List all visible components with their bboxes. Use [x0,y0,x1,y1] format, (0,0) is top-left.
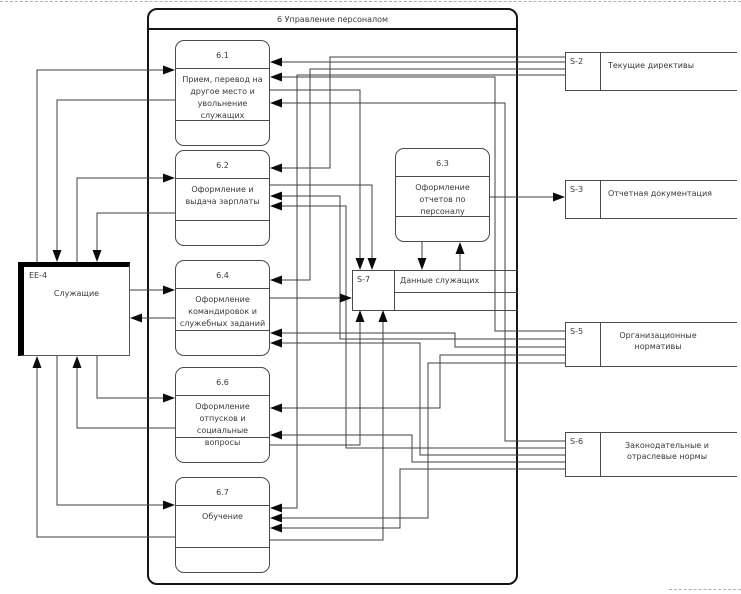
datastore-s5-top-line [600,322,737,323]
datastore-s6-bottom-line [600,476,737,477]
process-6-7-number: 6.7 [176,478,269,506]
external-entity-ee4[interactable] [18,262,130,356]
process-6-7-footer-line [176,547,269,548]
process-6-7[interactable] [175,477,270,573]
datastore-s3[interactable] [565,180,601,219]
process-6-1[interactable] [175,40,270,146]
process-6-6[interactable] [175,367,270,463]
process-6-6-footer-line [176,437,269,438]
datastore-s2-top-line [600,52,737,53]
datastore-s7-id: S-7 [357,275,371,284]
process-6-title: 6 Управление персоналом [149,10,516,30]
external-entity-ee4-id: ЕЕ-4 [29,271,48,280]
datastore-s2-label: Текущие директивы [608,61,695,70]
process-6-2-number: 6.2 [176,151,269,179]
datastore-s3-id: S-3 [570,185,584,194]
datastore-s6-label: Законодательные и отраслевые нормы [625,441,709,461]
datastore-s6-top-line [600,432,737,433]
datastore-s2[interactable] [565,52,601,91]
datastore-s7[interactable] [352,270,395,311]
process-6-4-label: Оформление командировок и служебных заданий [179,295,266,328]
datastore-s6[interactable] [565,432,601,477]
process-6-3-label: Оформление отчетов по персоналу [415,183,470,216]
process-6-1-number: 6.1 [176,41,269,69]
datastore-s6-id: S-6 [570,437,584,446]
process-6-2[interactable] [175,150,270,246]
process-6-2-label: Оформление и выдача зарплаты [185,185,260,206]
process-6-3-number: 6.3 [396,149,489,177]
datastore-s2-id: S-2 [570,57,584,66]
page-bottom-dashed-border [669,589,741,590]
process-6-3[interactable] [395,148,490,242]
external-entity-ee4-label: Служащие [53,289,100,298]
datastore-s7-label: Данные служащих [400,276,480,285]
process-6-3-footer-line [396,216,489,217]
process-6-1-label: Прием, перевод на другое место и увольнение служащих [182,75,263,120]
process-6-2-footer-line [176,220,269,221]
datastore-s2-bottom-line [600,90,737,91]
datastore-s7-mid-line [394,292,518,293]
datastore-s3-label: Отчетная документация [608,189,712,198]
process-6-1-footer-line [176,120,269,121]
process-6-6-number: 6.6 [176,368,269,396]
datastore-s7-top-line [394,270,518,271]
process-6-4[interactable] [175,260,270,356]
datastore-s5-id: S-5 [570,327,584,336]
page-top-dashed-border [0,1,741,2]
datastore-s5-label: Организационные нормативы [619,331,697,351]
process-6-4-footer-line [176,330,269,331]
process-6-6-label: Оформление отпусков и социальные вопросы [195,402,250,447]
process-6-4-number: 6.4 [176,261,269,289]
process-6-7-label: Обучение [202,512,243,521]
datastore-s5[interactable] [565,322,601,367]
datastore-s3-top-line [600,180,737,181]
datastore-s3-bottom-line [600,218,737,219]
datastore-s5-bottom-line [600,366,737,367]
datastore-s7-bottom-line [394,310,518,311]
